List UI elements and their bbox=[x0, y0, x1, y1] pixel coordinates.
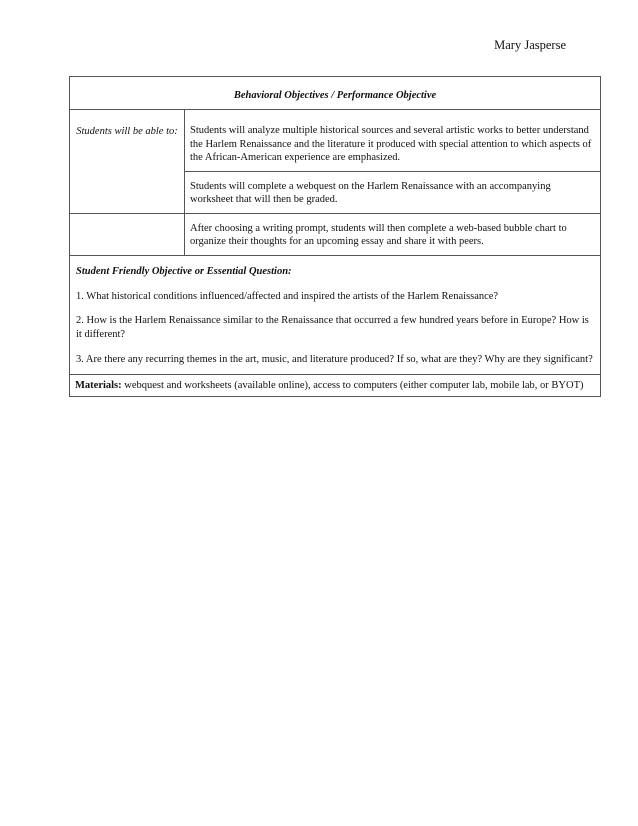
essential-question-section bbox=[70, 256, 600, 375]
objectives-row-2 bbox=[70, 214, 600, 256]
objective-3: After choosing a writing prompt, students will then complete a web-based bubble chart to organize their thoughts for an upcoming essay and share it with peers. bbox=[190, 222, 567, 247]
author-name: Mary Jasperse bbox=[494, 38, 566, 52]
objectives-cells bbox=[185, 110, 600, 213]
essential-question-1: 1. What historical conditions influenced/affected and inspired the artists of the Harlem Renaissance? bbox=[76, 290, 499, 302]
objectives-header: Behavioral Objectives / Performance Objective bbox=[70, 77, 600, 110]
objectives-label-empty bbox=[70, 214, 185, 255]
objective-1: Students will analyze multiple historical sources and several artistic works to better understand the Harlem Renaissance and the literature it produced with special attention to which aspects of the African-American experience are emphasized. bbox=[190, 125, 592, 163]
essential-question-3: 3. Are there any recurring themes in the art, music, and literature produced? If so, what are they? Why are they significant? bbox=[76, 353, 593, 365]
objectives-row-1 bbox=[70, 110, 600, 214]
materials-text: webquest and worksheets (available online), access to computers (either computer lab, mobile lab, or BYOT) bbox=[121, 379, 584, 391]
objective-2: Students will complete a webquest on the Harlem Renaissance with an accompanying worksheet that will then be graded. bbox=[185, 171, 600, 213]
objectives-label: Students will be able to: bbox=[70, 110, 185, 213]
essential-question-2: 2. How is the Harlem Renaissance similar to the Renaissance that occurred a few hundred years before in Europe? How is it different? bbox=[76, 314, 589, 340]
lesson-plan-table bbox=[69, 76, 601, 397]
materials-label: Materials: bbox=[75, 379, 122, 391]
objectives-cells-2 bbox=[185, 214, 600, 255]
materials-section bbox=[70, 375, 600, 397]
essential-question-heading: Student Friendly Objective or Essential Question: bbox=[76, 265, 292, 277]
